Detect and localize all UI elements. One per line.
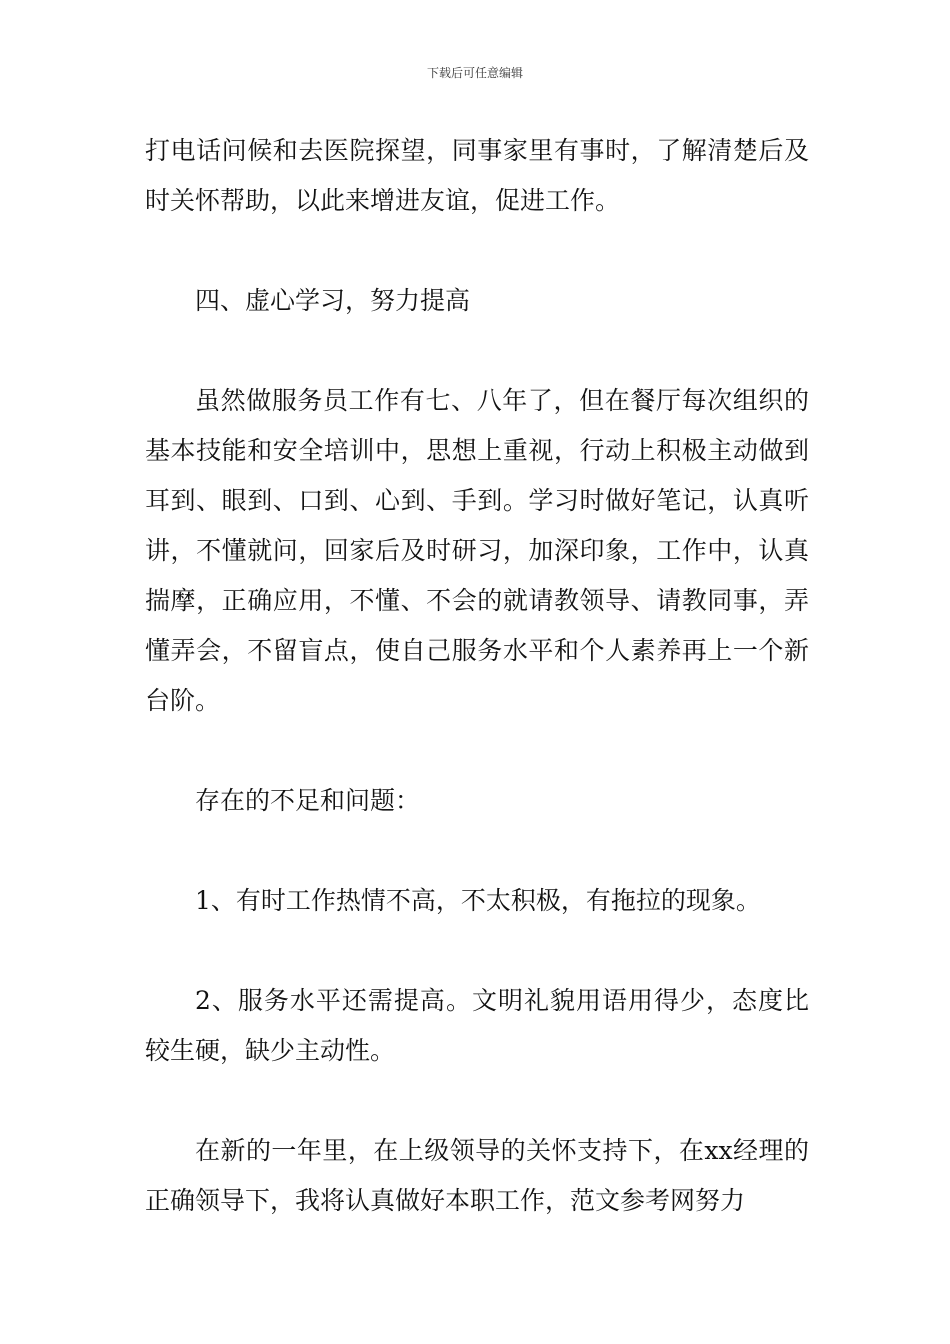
paragraph-study: 虽然做服务员工作有七、八年了，但在餐厅每次组织的基本技能和安全培训中，思想上重视，行动上积极主动做到耳到、眼到、口到、心到、手到。学习时做好笔记，认真听讲，不懂就问，回家后及时研习，加深印象，工作中，认真揣摩，正确应用，不懂、不会的就请教领导、请教同事，弄懂弄会，不留盲点，使自己服务水平和个人素养再上一个新台阶。 <box>145 386 809 715</box>
paragraph-spacer <box>145 926 809 976</box>
shortcoming-item-1: 1、有时工作热情不高，不太积极，有拖拉的现象。 <box>195 886 761 915</box>
paragraph-spacer <box>145 1076 809 1126</box>
shortcoming-item-2: 2、服务水平还需提高。文明礼貌用语用得少，态度比较生硬，缺少主动性。 <box>145 986 809 1065</box>
paragraph-new-year: 在新的一年里，在上级领导的关怀支持下，在xx经理的正确领导下，我将认真做好本职工作，范文参考网努力 <box>145 1136 809 1215</box>
document-body <box>145 126 809 1226</box>
page-header-note: 下载后可任意编辑 <box>426 66 523 80</box>
paragraph-spacer <box>145 326 809 376</box>
shortcomings-heading: 存在的不足和问题： <box>195 786 421 815</box>
section-heading: 四、虚心学习，努力提高 <box>195 286 471 315</box>
paragraph-spacer <box>145 826 809 876</box>
paragraph-spacer <box>145 726 809 776</box>
paragraph-spacer <box>145 226 809 276</box>
paragraph-continuation: 打电话问候和去医院探望，同事家里有事时，了解清楚后及时关怀帮助，以此来增进友谊，促进工作。 <box>145 136 809 215</box>
